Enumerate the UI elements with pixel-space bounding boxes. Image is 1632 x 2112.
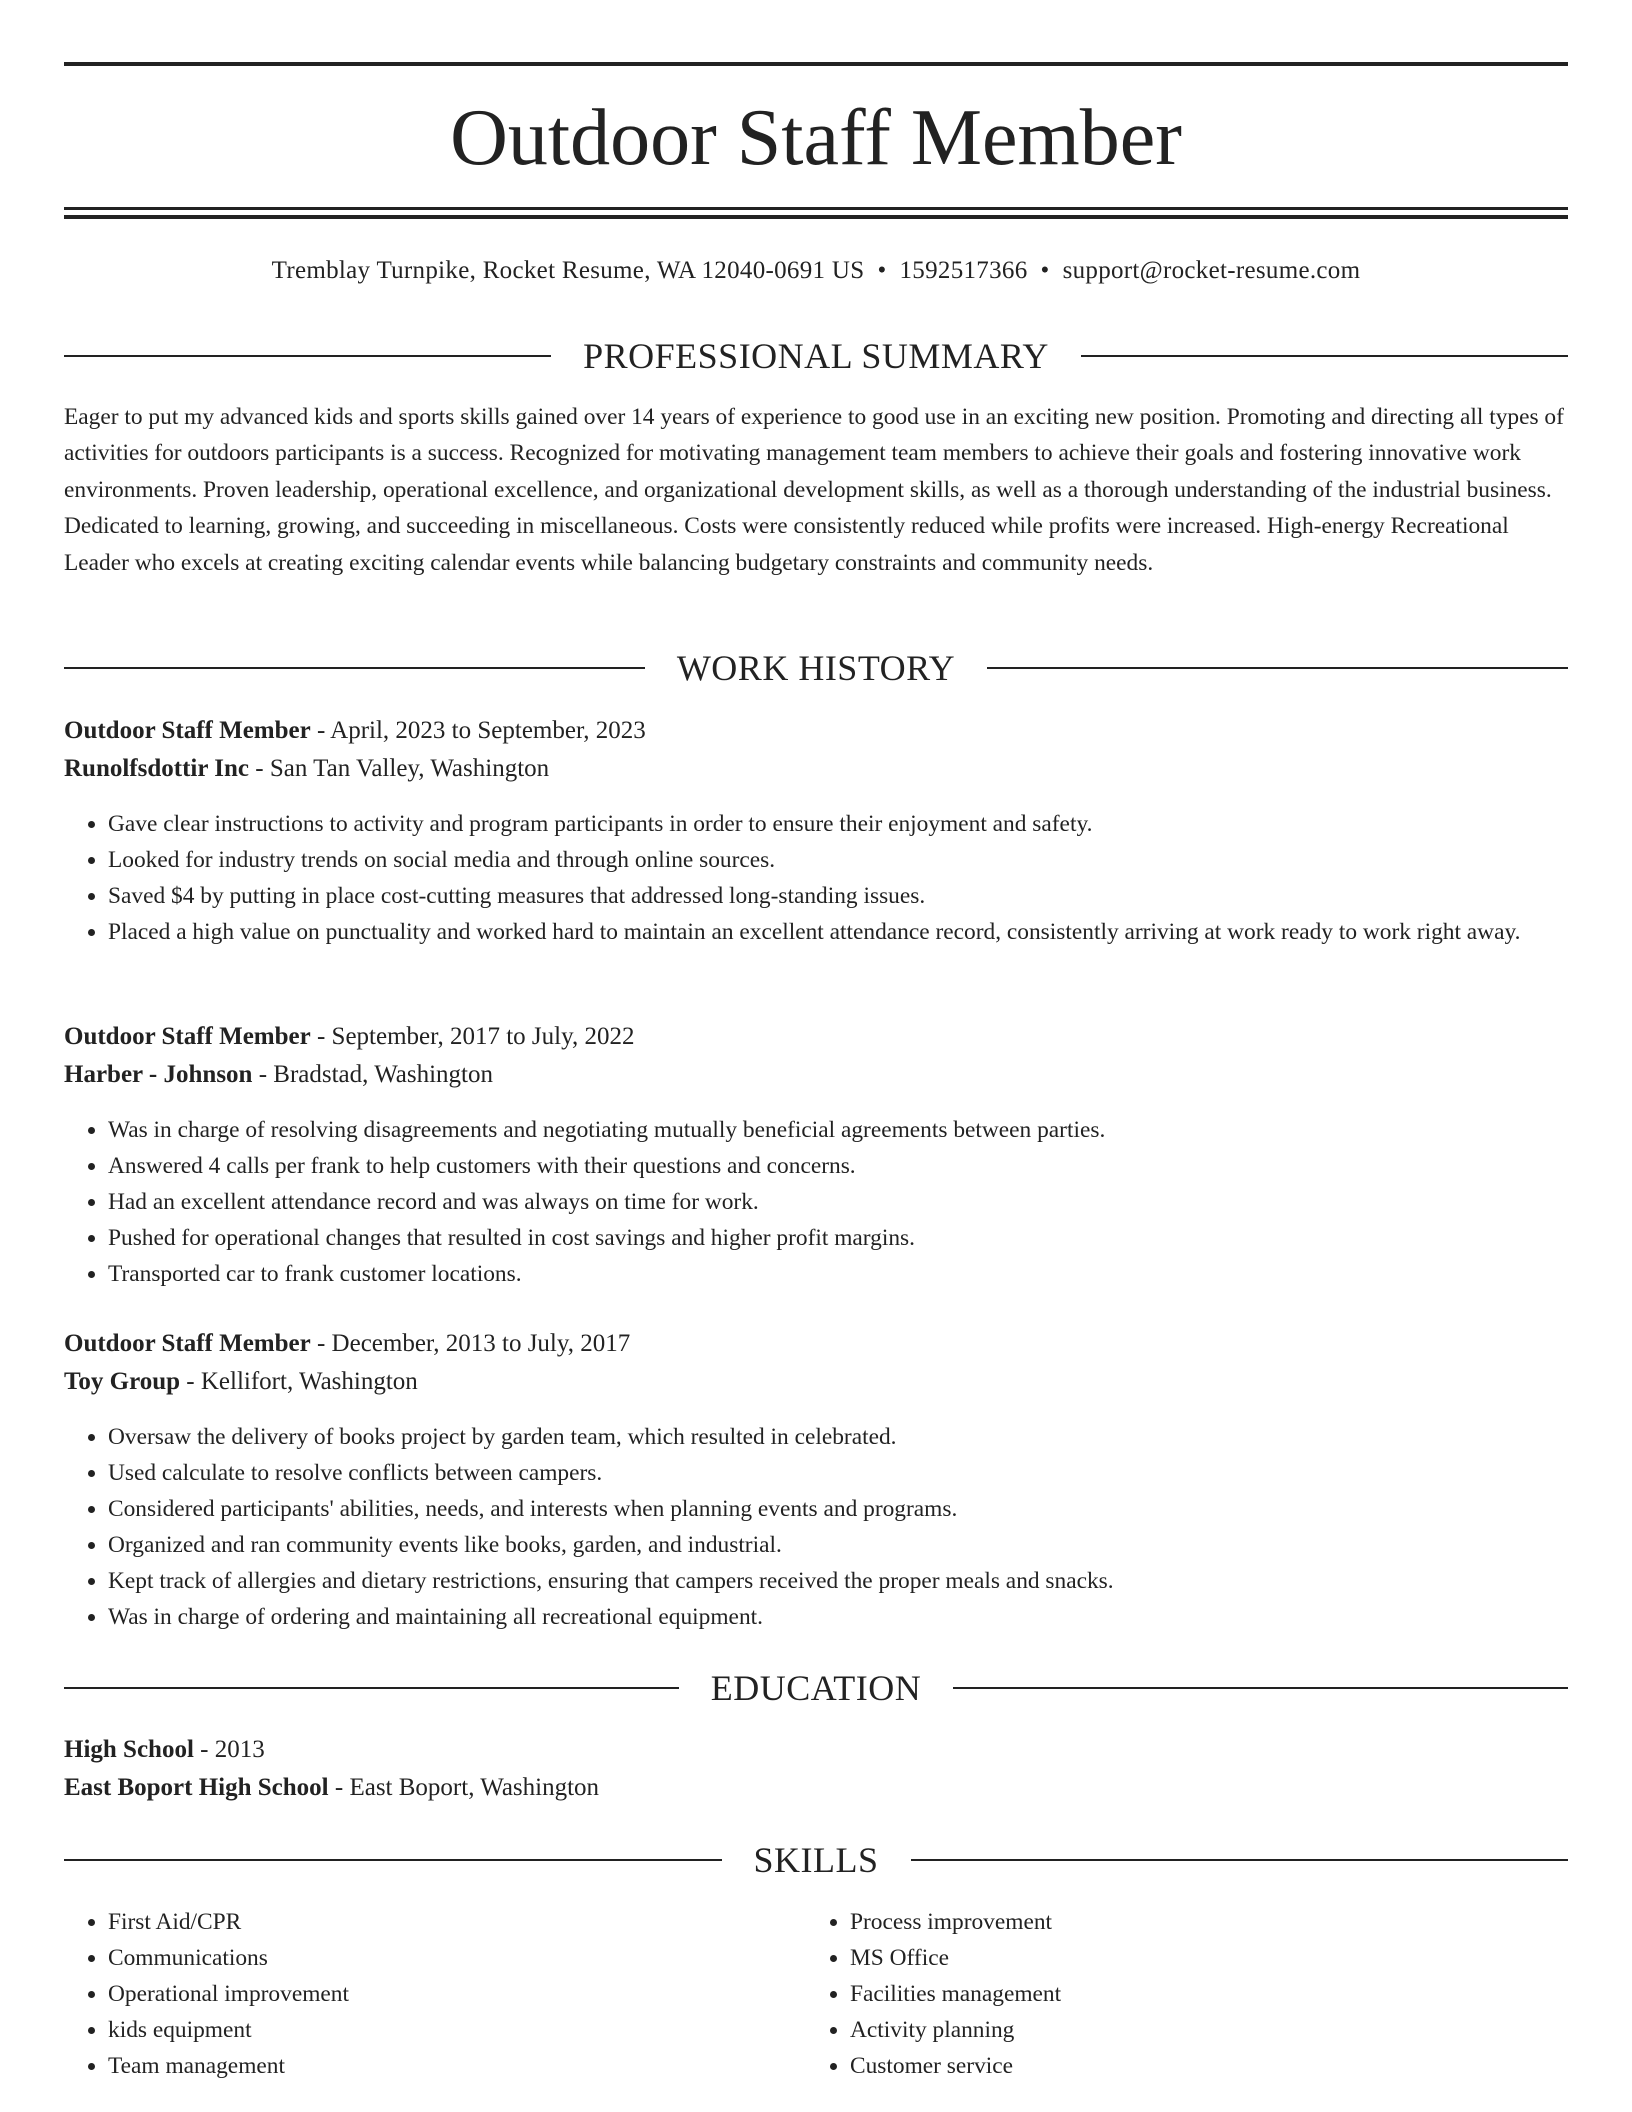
list-item: • Was in charge of resolving disagreements and negotiating mutually beneficial agreements between parties. — [108, 1112, 1568, 1148]
summary-paragraph: Eager to put my advanced kids and sports skills gained over 14 years of experience to good use in an exciting new position. Promoting and directing all types of activities for outdoors participants is a success. Recognized for motivating management team members to achieve their goals and fostering innovative work environments. Proven leadership, operational excellence, and organizational development skills, as well as a thorough understanding of the industrial business. Dedicated to learning, growing, and succeeding in miscellaneous. Costs were consistently reduced while profits were increased. High-energy Recreational Leader who excels at creating exciting calendar events while balancing budgetary constraints and community needs. — [64, 404, 1564, 576]
contact-line — [64, 254, 1568, 288]
skill-item: • Operational improvement — [108, 1976, 764, 2012]
education-school-line — [64, 1770, 599, 1806]
section-rule — [64, 667, 645, 669]
list-item: • Organized and ran community events like books, garden, and industrial. — [108, 1527, 1568, 1563]
section-title: EDUCATION — [710, 1668, 922, 1708]
section-rule — [64, 1687, 679, 1689]
section-header-work-history — [64, 646, 1568, 690]
skills-list-right — [806, 1904, 1506, 2084]
section-rule — [64, 355, 551, 357]
job-dates: - December, 2013 to July, 2017 — [310, 1330, 631, 1357]
contact-email: support@rocket-resume.com — [1062, 257, 1361, 284]
list-item: • Gave clear instructions to activity and program participants in order to ensure their enjoyment and safety. — [108, 806, 1568, 842]
title-double-rule — [64, 207, 1568, 219]
job-dates: - September, 2017 to July, 2022 — [310, 1023, 635, 1050]
skill-item: • MS Office — [850, 1940, 1506, 1976]
job-title-line — [64, 713, 646, 749]
skill-item: • Communications — [108, 1940, 764, 1976]
education-degree-line — [64, 1732, 265, 1768]
section-title: SKILLS — [753, 1840, 879, 1880]
section-header-skills — [64, 1838, 1568, 1882]
section-header-education — [64, 1666, 1568, 1710]
job-title: Outdoor Staff Member — [64, 717, 311, 744]
top-rule — [64, 62, 1568, 66]
job-dates: - April, 2023 to September, 2023 — [310, 717, 646, 744]
list-item: • Used calculate to resolve conflicts between campers. — [108, 1455, 1568, 1491]
list-item: • Answered 4 calls per frank to help customers with their questions and concerns. — [108, 1148, 1568, 1184]
section-rule — [64, 1859, 722, 1861]
list-item: • Saved $4 by putting in place cost-cutting measures that addressed long-standing issues. — [108, 878, 1568, 914]
list-item: • Was in charge of ordering and maintaining all recreational equipment. — [108, 1599, 1568, 1635]
education-year: - 2013 — [193, 1736, 265, 1763]
contact-separator: • — [877, 257, 887, 284]
job-company: Toy Group — [64, 1368, 181, 1395]
section-title: PROFESSIONAL SUMMARY — [583, 336, 1049, 376]
skill-item: • Process improvement — [850, 1904, 1506, 1940]
section-header-summary — [64, 334, 1568, 378]
skill-item: • kids equipment — [108, 2012, 764, 2048]
job-bullets — [64, 1112, 1568, 1292]
skill-item: • Customer service — [850, 2048, 1506, 2084]
education-location: - East Boport, Washington — [328, 1774, 600, 1801]
list-item: • Pushed for operational changes that resulted in cost savings and higher profit margins. — [108, 1220, 1568, 1256]
contact-separator: • — [1040, 257, 1050, 284]
list-item: • Placed a high value on punctuality and worked hard to maintain an excellent attendance record, consistently arriving at work ready to work right away. — [108, 914, 1568, 950]
section-rule — [953, 1687, 1568, 1689]
job-bullets — [64, 1419, 1568, 1635]
section-title: WORK HISTORY — [676, 648, 956, 688]
job-location: - Kellifort, Washington — [180, 1368, 418, 1395]
job-company: Runolfsdottir Inc — [64, 755, 249, 782]
job-company-line — [64, 751, 549, 787]
list-item: • Considered participants' abilities, needs, and interests when planning events and programs. — [108, 1491, 1568, 1527]
education-school: East Boport High School — [64, 1774, 329, 1801]
job-company-line — [64, 1364, 418, 1400]
job-title-line — [64, 1326, 630, 1362]
skill-item: • First Aid/CPR — [108, 1904, 764, 1940]
job-title: Outdoor Staff Member — [64, 1330, 311, 1357]
skill-item: • Team management — [108, 2048, 764, 2084]
job-company: Harber - Johnson — [64, 1061, 253, 1088]
education-degree: High School — [64, 1736, 194, 1763]
contact-phone: 1592517366 — [899, 257, 1028, 284]
contact-address: Tremblay Turnpike, Rocket Resume, WA 12040-0691 US — [271, 257, 865, 284]
skills-list-left — [64, 1904, 764, 2084]
list-item: • Looked for industry trends on social media and through online sources. — [108, 842, 1568, 878]
section-rule — [987, 667, 1568, 669]
list-item: • Transported car to frank customer locations. — [108, 1256, 1568, 1292]
job-location: - San Tan Valley, Washington — [249, 755, 550, 782]
job-bullets — [64, 806, 1568, 950]
job-title: Outdoor Staff Member — [64, 1023, 311, 1050]
skill-item: • Facilities management — [850, 1976, 1506, 2012]
job-title-line — [64, 1019, 634, 1055]
list-item: • Had an excellent attendance record and was always on time for work. — [108, 1184, 1568, 1220]
list-item: • Kept track of allergies and dietary restrictions, ensuring that campers received the proper meals and snacks. — [108, 1563, 1568, 1599]
section-rule — [911, 1859, 1569, 1861]
list-item: • Oversaw the delivery of books project by garden team, which resulted in celebrated. — [108, 1419, 1568, 1455]
job-company-line — [64, 1057, 493, 1093]
job-location: - Bradstad, Washington — [252, 1061, 494, 1088]
resume-title: Outdoor Staff Member — [450, 94, 1182, 182]
section-rule — [1081, 355, 1568, 357]
skill-item: • Activity planning — [850, 2012, 1506, 2048]
